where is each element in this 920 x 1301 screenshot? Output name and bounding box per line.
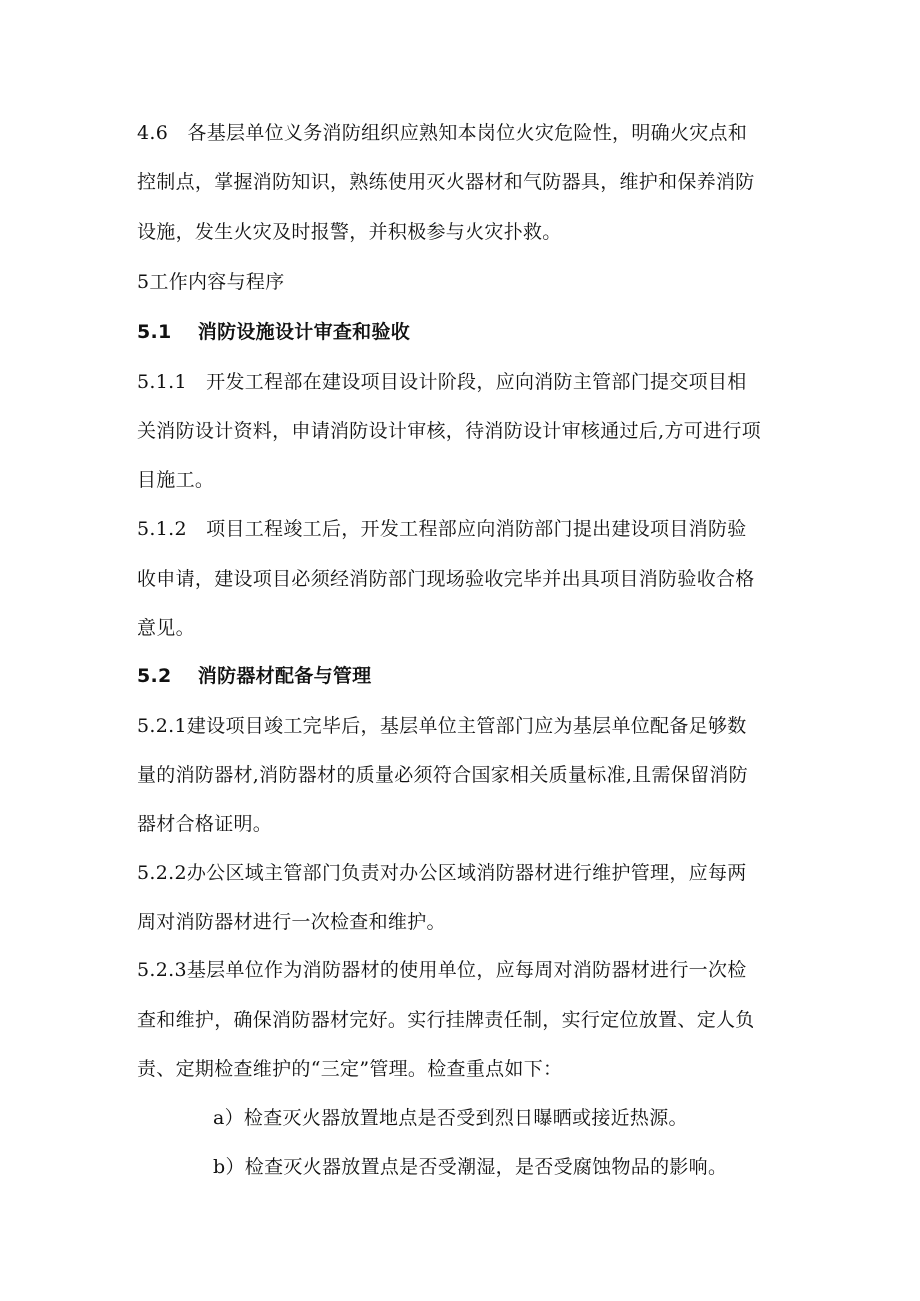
para-5-1-2-line-1: 5.1.2 项目工程竣工后，开发工程部应向消防部门提出建设项目消防验 — [137, 518, 747, 540]
para-5-1-1-line-1: 5.1.1 开发工程部在建设项目设计阶段，应向消防主管部门提交项目相 — [137, 371, 747, 393]
para-5-2-3-line-3: 责、定期检查维护的“三定”管理。检查重点如下： — [137, 1058, 563, 1080]
para-5-2-1-line-3: 器材合格证明。 — [137, 813, 273, 835]
para-4-6-line-3: 设施，发生火灾及时报警，并积极参与火灾扑救。 — [137, 221, 562, 243]
para-5-2-3-line-2: 查和维护，确保消防器材完好。实行挂牌责任制，实行定位放置、定人负 — [137, 1009, 755, 1031]
para-5-1-1-line-3: 目施工。 — [137, 469, 215, 491]
para-5-1-2-line-2: 收申请，建设项目必须经消防部门现场验收完毕并出具项目消防验收合格 — [137, 568, 755, 590]
para-4-6-line-1: 4.6 各基层单位义务消防组织应熟知本岗位火灾危险性，明确火灾点和 — [137, 122, 748, 144]
para-5-2-2-line-2: 周对消防器材进行一次检查和维护。 — [137, 911, 446, 933]
list-item: b）检查灭火器放置点是否受潮湿，是否受腐蚀物品的影响。 — [213, 1156, 728, 1178]
section-5-1-heading: 5.1 消防设施设计审查和验收 — [137, 321, 411, 343]
para-5-1-1-line-2: 关消防设计资料，申请消防设计审核，待消防设计审核通过后,方可进行项 — [137, 420, 761, 442]
section-5-heading: 5工作内容与程序 — [137, 271, 285, 293]
para-5-2-2-line-1: 5.2.2办公区域主管部门负责对办公区域消防器材进行维护管理，应每两 — [137, 862, 747, 884]
para-5-2-1-line-2: 量的消防器材,消防器材的质量必须符合国家相关质量标准,且需保留消防 — [137, 764, 748, 786]
para-5-2-3-line-1: 5.2.3基层单位作为消防器材的使用单位，应每周对消防器材进行一次检 — [137, 959, 747, 981]
section-5-2-heading: 5.2 消防器材配备与管理 — [137, 665, 372, 687]
para-5-1-2-line-3: 意见。 — [137, 617, 195, 639]
list-item: a）检查灭火器放置地点是否受到烈日曝晒或接近热源。 — [213, 1107, 688, 1129]
para-5-2-1-line-1: 5.2.1建设项目竣工完毕后，基层单位主管部门应为基层单位配备足够数 — [137, 715, 747, 737]
para-4-6-line-2: 控制点，掌握消防知识，熟练使用灭火器材和气防器具，维护和保养消防 — [137, 171, 755, 193]
